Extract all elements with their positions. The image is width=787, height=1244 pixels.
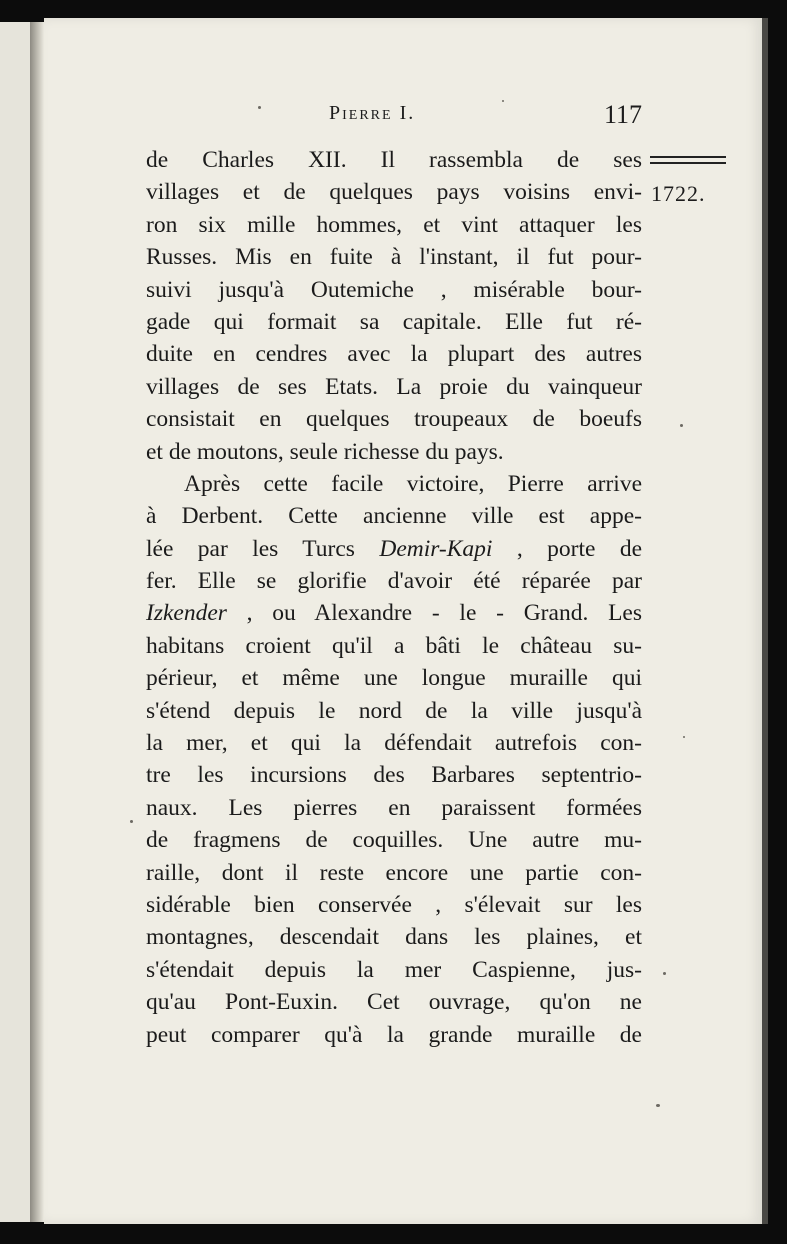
text-line xyxy=(146,727,642,759)
italic-text-segment: Izkender xyxy=(146,600,227,627)
text-segment: Russes. Mis en fuite à l'instant, il fut pour- xyxy=(146,244,642,271)
text-segment: villages de ses Etats. La proie du vainqueur xyxy=(146,373,642,400)
text-segment: gade qui formait sa capitale. Elle fut ré- xyxy=(146,308,642,335)
paper-speck xyxy=(656,1104,660,1107)
margin-year-note: 1722. xyxy=(651,181,706,206)
text-segment: montagnes, descendait dans les plaines, et xyxy=(146,924,642,951)
text-segment: la mer, et qui la défendait autrefois con- xyxy=(146,730,642,757)
paper-speck xyxy=(663,972,666,975)
text-line xyxy=(146,436,642,468)
text-segment: qu'au Pont-Euxin. Cet ouvrage, qu'on ne xyxy=(146,989,642,1016)
text-line xyxy=(146,630,642,662)
margin-rule-top xyxy=(650,156,726,158)
text-line xyxy=(146,1019,642,1051)
page-header xyxy=(146,100,642,136)
text-line xyxy=(146,695,642,727)
text-line xyxy=(146,371,642,403)
text-line xyxy=(146,403,642,435)
running-title: Pierre I. xyxy=(329,102,416,124)
text-segment: et de moutons, seule richesse du pays. xyxy=(146,438,504,465)
text-segment: ron six mille hommes, et vint attaquer les xyxy=(146,211,642,238)
paper-speck xyxy=(683,736,685,738)
text-segment: raille, dont il reste encore une partie con- xyxy=(146,859,642,886)
text-line xyxy=(146,792,642,824)
text-segment: suivi jusqu'à Outemiche , misérable bour- xyxy=(146,276,642,303)
text-line xyxy=(146,565,642,597)
paper-speck xyxy=(130,820,133,823)
text-segment: de fragmens de coquilles. Une autre mu- xyxy=(146,827,642,854)
text-line xyxy=(146,144,642,176)
paper-speck xyxy=(258,106,261,109)
text-segment: s'étend depuis le nord de la ville jusqu'à xyxy=(146,697,642,724)
body-text xyxy=(146,144,642,1051)
book-gutter xyxy=(30,22,44,1222)
paper-speck xyxy=(502,100,504,102)
text-segment: tre les incursions des Barbares septentrio- xyxy=(146,762,642,789)
text-line xyxy=(146,338,642,370)
text-line xyxy=(146,597,642,629)
text-line xyxy=(146,533,642,565)
italic-text-segment: Demir-Kapi xyxy=(379,535,493,562)
page-edge-shadow xyxy=(762,18,768,1224)
page-number: 117 xyxy=(603,100,642,129)
text-segment: Après cette facile victoire, Pierre arrive xyxy=(184,470,642,497)
text-segment: , ou Alexandre - le - Grand. Les xyxy=(226,600,642,627)
text-segment: de Charles XII. Il rassembla de ses xyxy=(146,147,642,173)
text-segment: peut comparer qu'à la grande muraille de xyxy=(146,1021,642,1048)
text-line xyxy=(146,986,642,1018)
text-segment: lée par les Turcs xyxy=(146,535,380,562)
text-line xyxy=(146,176,642,208)
text-segment: s'étendait depuis la mer Caspienne, jus- xyxy=(146,956,642,983)
text-line xyxy=(146,662,642,694)
paper-speck xyxy=(680,424,683,427)
margin-rule-bottom xyxy=(650,162,726,164)
text-segment: fer. Elle se glorifie d'avoir été réparée par xyxy=(146,568,642,595)
text-segment: habitans croient qu'il a bâti le château su- xyxy=(146,632,642,659)
text-segment: à Derbent. Cette ancienne ville est appe- xyxy=(146,503,642,530)
text-line xyxy=(146,209,642,241)
text-segment: périeur, et même une longue muraille qui xyxy=(146,665,642,692)
facing-page-edge xyxy=(0,22,31,1222)
text-segment: villages et de quelques pays voisins envi- xyxy=(146,179,642,206)
text-line xyxy=(146,889,642,921)
text-line xyxy=(146,241,642,273)
text-line xyxy=(146,824,642,856)
text-line xyxy=(146,857,642,889)
text-segment: duite en cendres avec la plupart des autres xyxy=(146,341,642,368)
text-segment: consistait en quelques troupeaux de boeufs xyxy=(146,406,642,433)
text-line xyxy=(146,921,642,953)
text-line xyxy=(146,500,642,532)
text-line xyxy=(146,468,642,500)
text-segment: sidérable bien conservée , s'élevait sur les xyxy=(146,891,642,918)
text-line xyxy=(146,274,642,306)
text-line xyxy=(146,759,642,791)
text-line xyxy=(146,954,642,986)
text-segment: naux. Les pierres en paraissent formées xyxy=(146,794,642,821)
text-segment: , porte de xyxy=(492,535,643,562)
text-line xyxy=(146,306,642,338)
